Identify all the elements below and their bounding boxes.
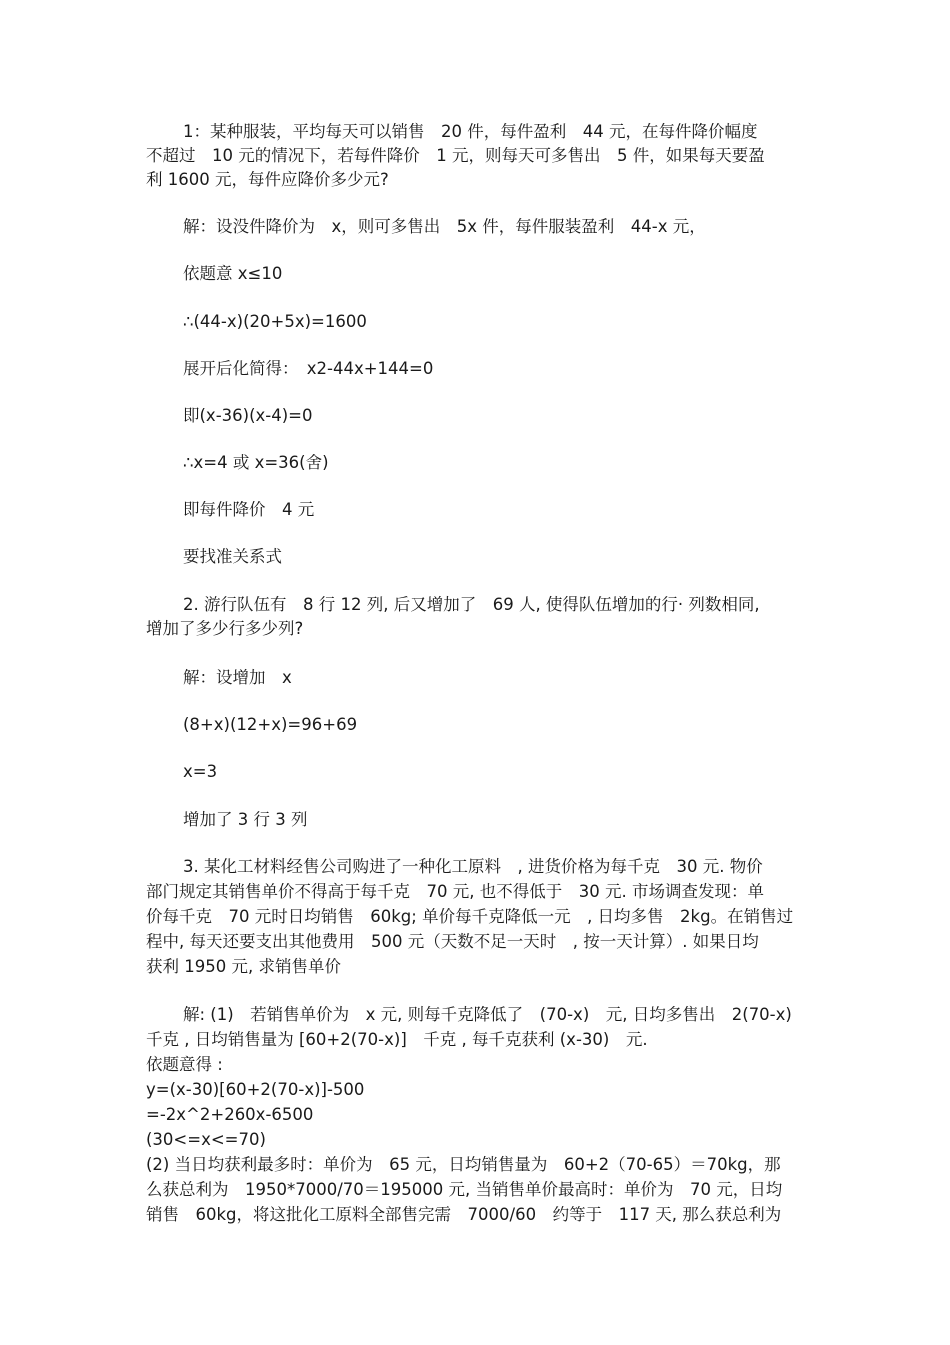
text-line: 增加了多少行多少列? xyxy=(146,619,304,638)
text-line: 要找准关系式 xyxy=(183,547,282,566)
text-line: 展开后化简得： x2-44x+144=0 xyxy=(183,359,434,378)
text-line: 不超过 10 元的情况下，若每件降价 1 元，则每天可多售出 5 件，如果每天要盈 xyxy=(146,146,765,165)
text-line: (8+x)(12+x)=96+69 xyxy=(183,715,358,734)
text-line: 增加了 3 行 3 列 xyxy=(183,810,308,829)
text-line: y=(x-30)[60+2(70-x)]-500 xyxy=(146,1080,365,1099)
text-line: 价每千克 70 元时日均销售 60kg; 单价每千克降低一元 , 日均多售 2kg。在销售过 xyxy=(146,907,794,926)
text-line: ∴x=4 或 x=36(舍) xyxy=(183,453,329,472)
text-line: x=3 xyxy=(183,762,218,781)
text-line: 1：某种服装，平均每天可以销售 20 件，每件盈利 44 元，在每件降价幅度 xyxy=(183,122,758,141)
text-line: 千克 , 日均销售量为 [60+2(70-x)] 千克 , 每千克获利 (x-30) 元. xyxy=(146,1030,648,1049)
text-line: 解：设没件降价为 x，则可多售出 5x 件，每件服装盈利 44-x 元， xyxy=(183,217,706,236)
text-line: 解：设增加 x xyxy=(183,668,292,687)
text-line: 解: (1) 若销售单价为 x 元, 则每千克降低了 (70-x) 元, 日均多售出 2(70-x) xyxy=(183,1005,792,1024)
text-line: 即(x-36)(x-4)=0 xyxy=(183,406,313,425)
text-line: (30<=x<=70) xyxy=(146,1130,266,1149)
text-line: 程中, 每天还要支出其他费用 500 元（天数不足一天时 , 按一天计算）. 如果日均 xyxy=(146,932,759,951)
text-line: =-2x^2+260x-6500 xyxy=(146,1105,314,1124)
text-line: ∴(44-x)(20+5x)=1600 xyxy=(183,312,367,331)
text-line: 销售 60kg，将这批化工原料全部售完需 7000/60 约等于 117 天, 那么获总利为 xyxy=(146,1205,782,1224)
text-line: 部门规定其销售单价不得高于每千克 70 元, 也不得低于 30 元. 市场调查发现：单 xyxy=(146,882,764,901)
text-line: 3. 某化工材料经售公司购进了一种化工原料 , 进货价格为每千克 30 元. 物价 xyxy=(183,857,763,876)
text-line: 依题意得 : xyxy=(146,1055,223,1074)
text-line: 获利 1950 元, 求销售单价 xyxy=(146,957,341,976)
text-line: 利 1600 元，每件应降价多少元? xyxy=(146,170,389,189)
text-line: 即每件降价 4 元 xyxy=(183,500,315,519)
text-line: 2. 游行队伍有 8 行 12 列, 后又增加了 69 人, 使得队伍增加的行· 列数相同, xyxy=(183,595,760,614)
text-line: 么获总利为 1950*7000/70＝195000 元, 当销售单价最高时：单价为 70 元，日均 xyxy=(146,1180,783,1199)
text-line: (2) 当日均获利最多时：单价为 65 元，日均销售量为 60+2（70-65）＝70kg，那 xyxy=(146,1155,781,1174)
text-line: 依题意 x≤10 xyxy=(183,264,283,283)
